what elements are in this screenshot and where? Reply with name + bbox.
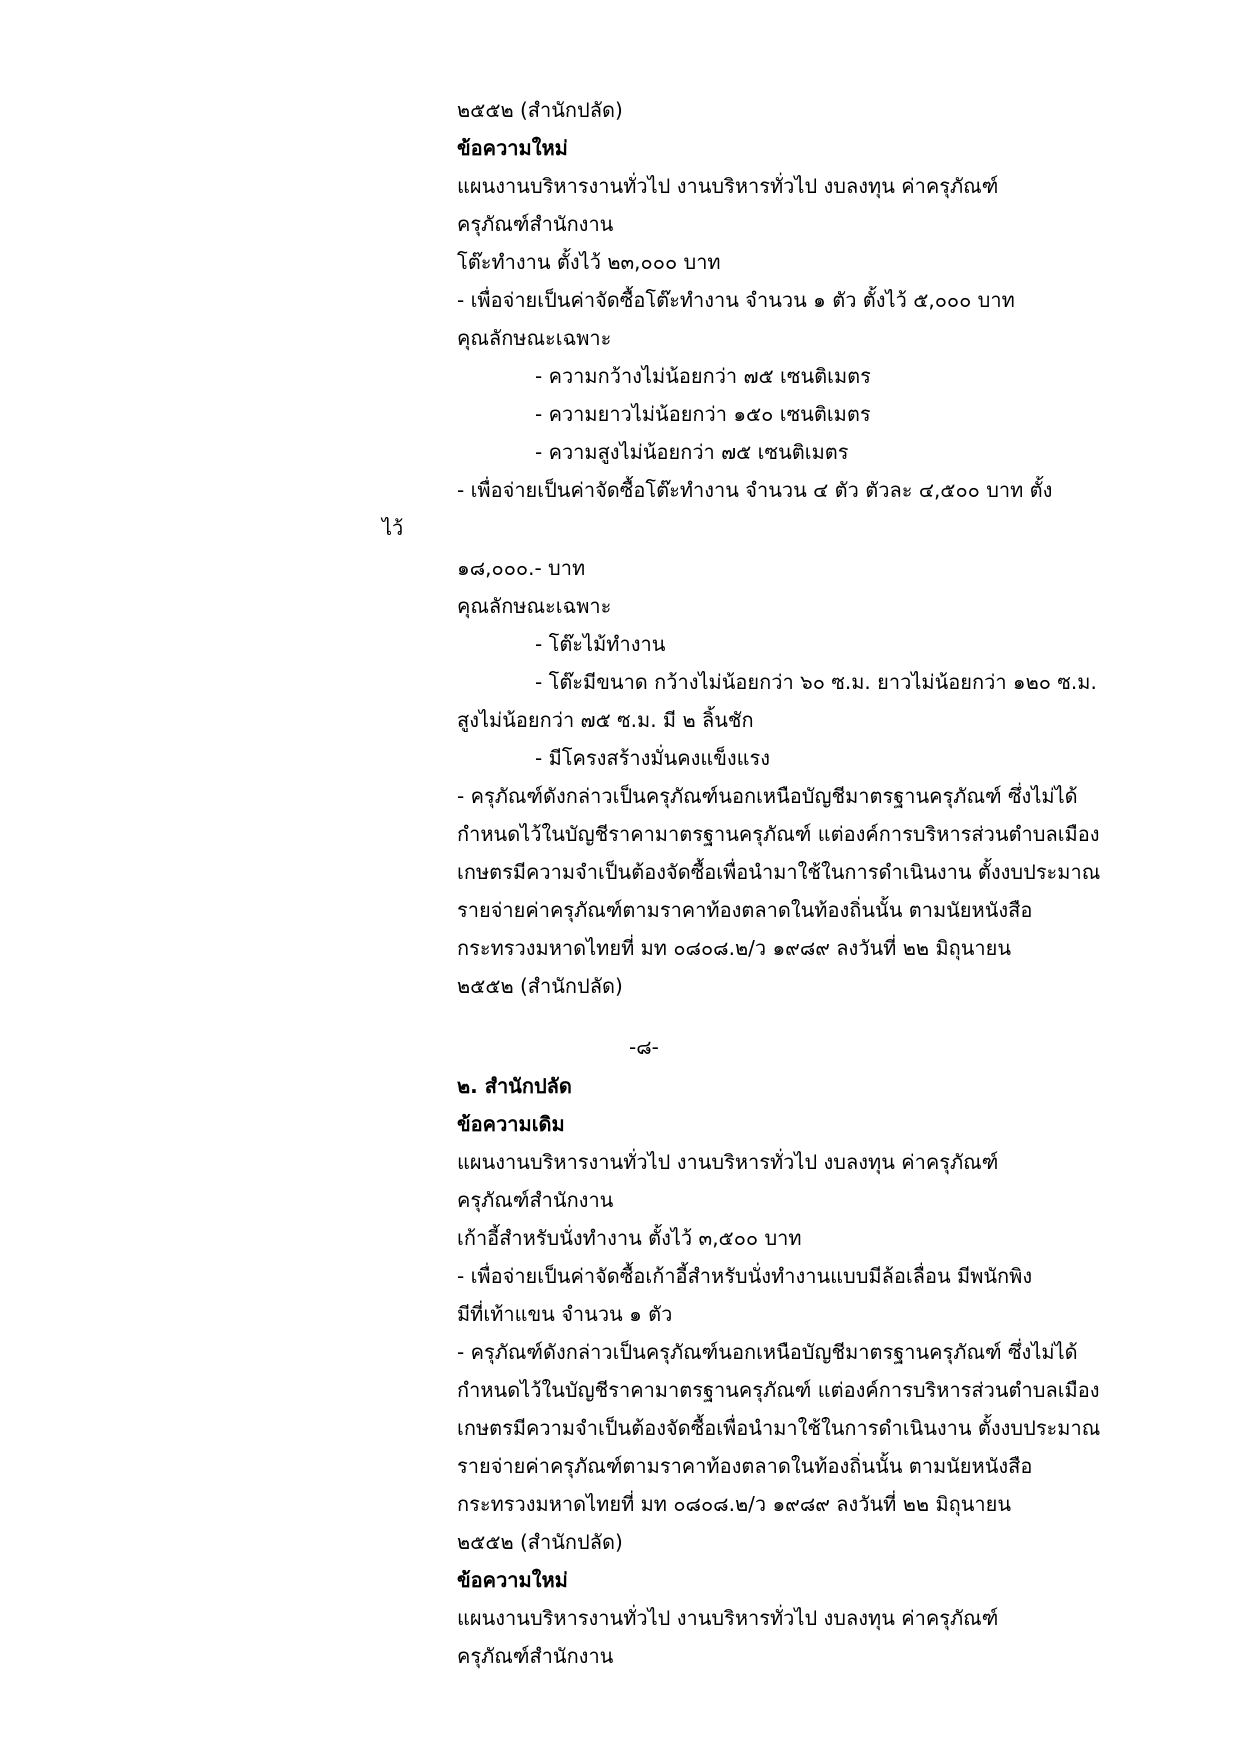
spec-line: - มีโครงสร้างมั่นคงแข็งแรง	[535, 746, 771, 770]
text-line: คุณลักษณะเฉพาะ	[457, 326, 612, 350]
text-line: - เพื่อจ่ายเป็นค่าจัดซื้อเก้าอี้สำหรับนั่งทำงานแบบมีล้อเลื่อน มีพนักพิง	[457, 1264, 1033, 1288]
text-line: ๒๕๕๒ (สำนักปลัด)	[457, 974, 623, 998]
text-line: - ครุภัณฑ์ดังกล่าวเป็นครุภัณฑ์นอกเหนือบัญชีมาตรฐานครุภัณฑ์ ซึ่งไม่ได้	[457, 1340, 1078, 1364]
text-line: เกษตรมีความจำเป็นต้องจัดซื้อเพื่อนำมาใช้ในการดำเนินงาน ตั้งงบประมาณ	[457, 1416, 1101, 1440]
spec-line: - โต๊ะไม้ทำงาน	[535, 632, 666, 656]
text-line: ครุภัณฑ์สำนักงาน	[457, 212, 614, 236]
text-line: ๒๕๕๒ (สำนักปลัด)	[457, 1530, 623, 1554]
text-line: - ครุภัณฑ์ดังกล่าวเป็นครุภัณฑ์นอกเหนือบัญชีมาตรฐานครุภัณฑ์ ซึ่งไม่ได้	[457, 784, 1078, 808]
text-line: กำหนดไว้ในบัญชีราคามาตรฐานครุภัณฑ์ แต่องค์การบริหารส่วนตำบลเมือง	[457, 822, 1100, 846]
text-line: กระทรวงมหาดไทยที่ มท ๐๘๐๘.๒/ว ๑๙๘๙ ลงวันที่ ๒๒ มิถุนายน	[457, 936, 1012, 960]
text-line: กำหนดไว้ในบัญชีราคามาตรฐานครุภัณฑ์ แต่องค์การบริหารส่วนตำบลเมือง	[457, 1378, 1100, 1402]
text-line: ๒๕๕๒ (สำนักปลัด)	[457, 98, 623, 122]
spec-line: - โต๊ะมีขนาด กว้างไม่น้อยกว่า ๖๐ ซ.ม. ยาวไม่น้อยกว่า ๑๒๐ ซ.ม.	[535, 670, 1097, 694]
heading-original-text: ข้อความเดิม	[457, 1112, 565, 1136]
text-line: แผนงานบริหารงานทั่วไป งานบริหารทั่วไป งบลงทุน ค่าครุภัณฑ์	[457, 1150, 999, 1174]
text-line: - เพื่อจ่ายเป็นค่าจัดซื้อโต๊ะทำงาน จำนวน ๔ ตัว ตัวละ ๔,๕๐๐ บาท ตั้ง	[457, 478, 1053, 502]
page-number: -๘-	[629, 1035, 659, 1059]
text-line: แผนงานบริหารงานทั่วไป งานบริหารทั่วไป งบลงทุน ค่าครุภัณฑ์	[457, 174, 999, 198]
heading-new-text: ข้อความใหม่	[457, 136, 568, 160]
text-line: - เพื่อจ่ายเป็นค่าจัดซื้อโต๊ะทำงาน จำนวน ๑ ตัว ตั้งไว้ ๕,๐๐๐ บาท	[457, 288, 1015, 312]
text-line: เกษตรมีความจำเป็นต้องจัดซื้อเพื่อนำมาใช้ในการดำเนินงาน ตั้งงบประมาณ	[457, 860, 1101, 884]
spec-line: - ความยาวไม่น้อยกว่า ๑๕๐ เซนติเมตร	[535, 402, 871, 426]
text-line: เก้าอี้สำหรับนั่งทำงาน ตั้งไว้ ๓,๕๐๐ บาท	[457, 1226, 802, 1250]
heading-new-text: ข้อความใหม่	[457, 1568, 568, 1592]
text-line: รายจ่ายค่าครุภัณฑ์ตามราคาท้องตลาดในท้องถิ่นนั้น ตามนัยหนังสือ	[457, 1454, 1033, 1478]
text-line: ครุภัณฑ์สำนักงาน	[457, 1188, 614, 1212]
text-line: ครุภัณฑ์สำนักงาน	[457, 1644, 614, 1668]
text-line: แผนงานบริหารงานทั่วไป งานบริหารทั่วไป งบลงทุน ค่าครุภัณฑ์	[457, 1606, 999, 1630]
text-line: ไว้	[382, 516, 404, 540]
text-line: กระทรวงมหาดไทยที่ มท ๐๘๐๘.๒/ว ๑๙๘๙ ลงวันที่ ๒๒ มิถุนายน	[457, 1492, 1012, 1516]
text-line: มีที่เท้าแขน จำนวน ๑ ตัว	[457, 1302, 673, 1326]
text-line: ๑๘,๐๐๐.- บาท	[457, 556, 586, 580]
text-line: สูงไม่น้อยกว่า ๗๕ ซ.ม. มี ๒ ลิ้นชัก	[457, 708, 754, 732]
text-line: คุณลักษณะเฉพาะ	[457, 594, 612, 618]
section-heading: ๒. สำนักปลัด	[457, 1074, 572, 1098]
text-line: โต๊ะทำงาน ตั้งไว้ ๒๓,๐๐๐ บาท	[457, 250, 721, 274]
text-line: รายจ่ายค่าครุภัณฑ์ตามราคาท้องตลาดในท้องถิ่นนั้น ตามนัยหนังสือ	[457, 898, 1033, 922]
spec-line: - ความสูงไม่น้อยกว่า ๗๕ เซนติเมตร	[535, 440, 849, 464]
spec-line: - ความกว้างไม่น้อยกว่า ๗๕ เซนติเมตร	[535, 364, 871, 388]
